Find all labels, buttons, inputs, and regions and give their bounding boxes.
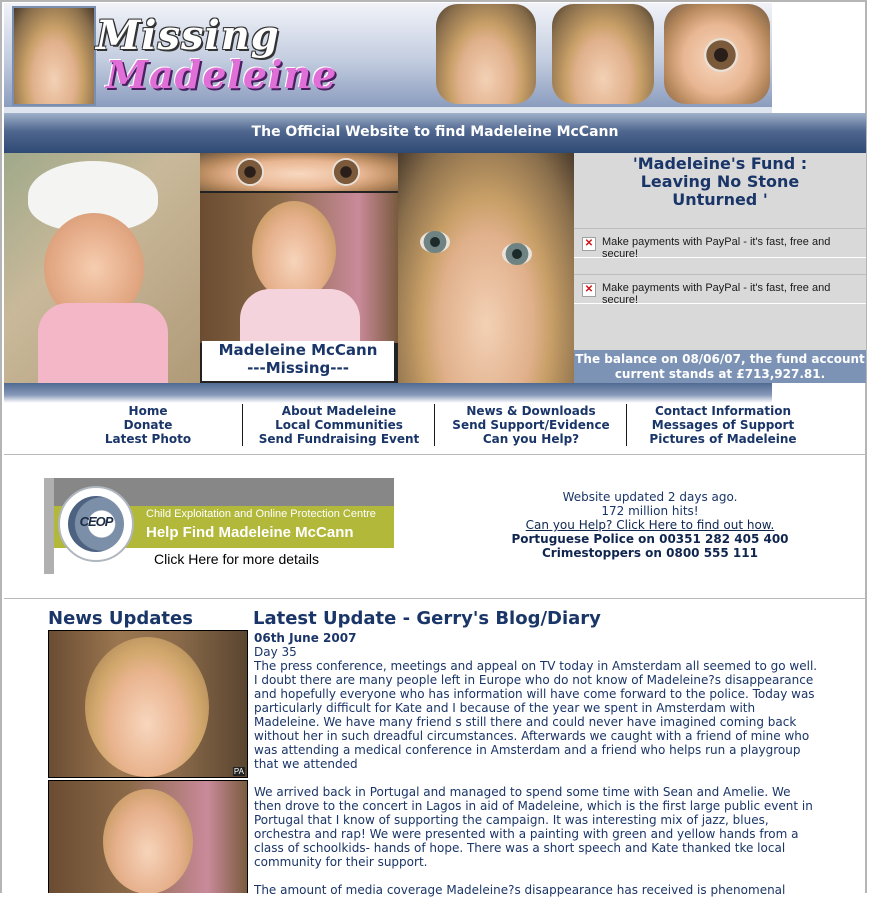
right-eye-graphic bbox=[502, 243, 532, 265]
nav-link-home[interactable]: Home bbox=[128, 404, 168, 418]
paypal-button[interactable] bbox=[574, 228, 866, 258]
collage-photo-eyes bbox=[200, 153, 398, 191]
site-tagline: The Official Website to find Madeleine McCann bbox=[251, 124, 619, 140]
updated-text: Website updated 2 days ago. bbox=[562, 490, 738, 504]
broken-image-icon: ✕ bbox=[582, 283, 596, 297]
header-photo-face-1 bbox=[436, 4, 536, 104]
nav-column-2 bbox=[243, 404, 435, 448]
blog-heading: Latest Update - Gerry's Blog/Diary bbox=[253, 608, 601, 629]
fund-balance: The balance on 08/06/07, the fund account current stands at £713,927.81. bbox=[575, 352, 865, 381]
section-divider bbox=[4, 454, 866, 455]
news-photo-madeleine[interactable] bbox=[48, 630, 248, 778]
face-shape bbox=[103, 789, 193, 893]
tagline-bar bbox=[4, 113, 866, 153]
news-updates-heading: News Updates bbox=[48, 608, 193, 629]
fund-title bbox=[574, 153, 866, 209]
nav-link-news-downloads[interactable]: News & Downloads bbox=[466, 404, 596, 418]
header-photo-madeleine bbox=[12, 6, 96, 106]
ceop-logo bbox=[58, 486, 134, 562]
nav-link-donate[interactable]: Donate bbox=[123, 418, 173, 432]
help-link[interactable]: Can you Help? Click Here to find out how. bbox=[525, 518, 775, 532]
face-shape bbox=[252, 201, 336, 301]
ceop-banner-edge bbox=[44, 478, 54, 574]
nav-link-latest-photo[interactable]: Latest Photo bbox=[104, 432, 192, 446]
nav-column-4 bbox=[627, 404, 819, 448]
left-eye-graphic bbox=[420, 231, 450, 253]
collage-base-bar bbox=[4, 383, 772, 403]
paypal-button[interactable] bbox=[574, 274, 866, 304]
collage-photo-smiling bbox=[200, 193, 398, 343]
blog-paragraph: The amount of media coverage Madeleine?s disappearance has received is phenomenal bbox=[254, 883, 786, 897]
nav-link-about[interactable]: About Madeleine bbox=[281, 404, 397, 418]
photo-credit: PA bbox=[233, 767, 244, 776]
nav-link-send-support[interactable]: Send Support/Evidence bbox=[452, 418, 610, 432]
nav-link-contact[interactable]: Contact Information bbox=[654, 404, 792, 418]
blog-paragraph: We arrived back in Portugal and managed to spend some time with Sean and Amelie. We then drove to the concert in Lagos in aid of Madeleine, which is the first large public event in Portugal that I know of supporting the campaign. It was interesting mix of jazz, blues, orchestra and rap! We were presented with a painting with green and yellow hands from a class of schoolkids- hands of hope. There was a short speech and Kate thanked tke local community for their support. bbox=[254, 785, 813, 869]
paypal-label: Make payments with PayPal - it's fast, free and secure! bbox=[602, 282, 831, 306]
nav-link-fundraising-event[interactable]: Send Fundraising Event bbox=[258, 432, 420, 446]
header-photo-face-2 bbox=[552, 4, 654, 104]
nav-column-3 bbox=[435, 404, 627, 448]
fund-title-text: 'Madeleine's Fund : Leaving No Stone Unturned ' bbox=[632, 154, 808, 209]
site-title-madeleine: Madeleine bbox=[106, 52, 338, 97]
ceop-subtitle: Child Exploitation and Online Protection Centre bbox=[146, 508, 376, 520]
shirt-shape bbox=[240, 289, 360, 343]
site-title-missing: Missing bbox=[96, 12, 280, 59]
ceop-banner[interactable] bbox=[44, 478, 394, 574]
police-contact: Portuguese Police on 00351 282 405 400 bbox=[511, 532, 789, 546]
blog-date: 06th June 2007 bbox=[254, 631, 357, 645]
nav-link-local-communities[interactable]: Local Communities bbox=[275, 418, 403, 432]
left-eye-graphic bbox=[236, 158, 264, 186]
section-divider bbox=[4, 598, 866, 599]
face-shape bbox=[85, 637, 209, 777]
fund-panel bbox=[574, 153, 866, 383]
blog-post bbox=[254, 631, 820, 911]
ceop-cta-link[interactable]: Click Here for more details bbox=[154, 551, 319, 567]
nav-link-messages-support[interactable]: Messages of Support bbox=[651, 418, 795, 432]
main-nav bbox=[52, 404, 818, 448]
broken-image-icon: ✕ bbox=[582, 237, 596, 251]
blog-paragraph: The press conference, meetings and appeal on TV today in Amsterdam all seemed to go well. I doubt there are many people left in Europe who do not know of Madeleine?s disappearance and hopefully everyone who has information will have come forward to the police. Today was particularly difficult for Kate and I because of the year we spent in Amsterdam with Madeleine. We have many friend s still there and could never have imagined coming back without her in such dreadful circumstances. Afterwards we caught with a friend of mine who was attending a medical conference in Amsterdam and a friend who helps run a playgroup that we attended bbox=[254, 659, 818, 771]
collage-photo-sunhat bbox=[4, 153, 200, 383]
right-eye-graphic bbox=[332, 158, 360, 186]
news-photo-madeleine-2[interactable] bbox=[48, 780, 248, 893]
hits-text: 172 million hits! bbox=[601, 504, 699, 518]
nav-column-1 bbox=[52, 404, 244, 448]
ceop-logo-text: CEOP bbox=[79, 514, 113, 529]
collage-photo-closeup bbox=[398, 153, 574, 383]
caption-missing: ---Missing--- bbox=[247, 359, 349, 377]
collage-caption bbox=[202, 341, 394, 381]
site-info bbox=[470, 490, 830, 560]
eye-graphic bbox=[704, 38, 738, 72]
ceop-headline: Help Find Madeleine McCann bbox=[146, 524, 354, 541]
header-photo-eye bbox=[664, 4, 770, 104]
blog-day: Day 35 bbox=[254, 645, 297, 659]
crimestoppers-contact: Crimestoppers on 0800 555 111 bbox=[542, 546, 758, 560]
nav-link-pictures[interactable]: Pictures of Madeleine bbox=[649, 432, 797, 446]
paypal-label: Make payments with PayPal - it's fast, free and secure! bbox=[602, 236, 831, 260]
nav-link-can-you-help[interactable]: Can you Help? bbox=[482, 432, 580, 446]
dress-shape bbox=[38, 303, 168, 383]
caption-name: Madeleine McCann bbox=[218, 341, 378, 359]
